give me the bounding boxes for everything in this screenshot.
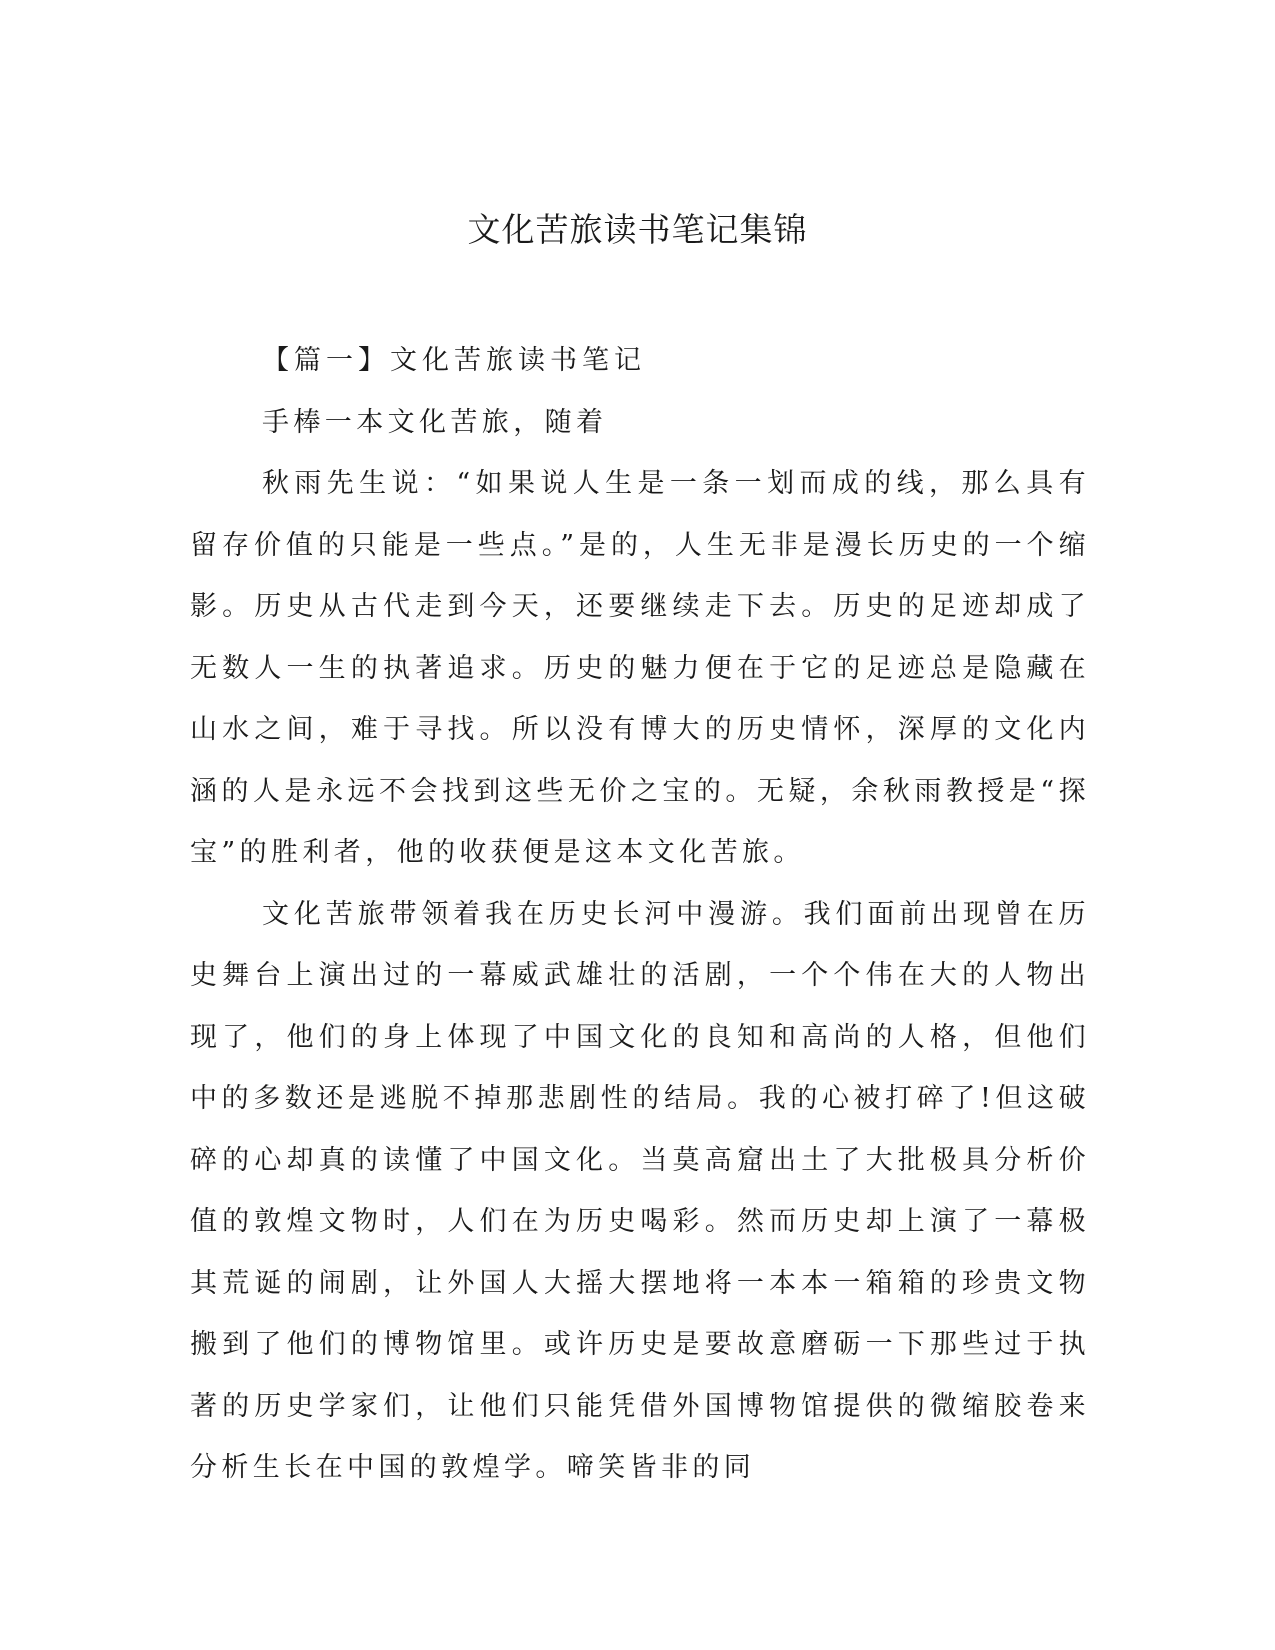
document-body — [190, 330, 1090, 1499]
document-title: 文化苦旅读书笔记集锦 — [467, 210, 808, 249]
paragraph: 秋雨先生说：“如果说人生是一条一划而成的线，那么具有留存价值的只能是一些点。”是的，人生无非是漫长历史的一个缩影。历史从古代走到今天，还要继续走下去。历史的足迹却成了无数人一生的执著追求。历史的魅力便在于它的足迹总是隐藏在山水之间，难于寻找。所以没有博大的历史情怀，深厚的文化内涵的人是永远不会找到这些无价之宝的。无疑，余秋雨教授是“探宝”的胜利者，他的收获便是这本文化苦旅。 — [190, 468, 1090, 868]
paragraph: 手棒一本文化苦旅，随着 — [262, 406, 608, 438]
section-heading: 【篇一】文化苦旅读书笔记 — [262, 345, 646, 376]
paragraph: 文化苦旅带领着我在历史长河中漫游。我们面前出现曾在历史舞台上演出过的一幕威武雄壮的活剧，一个个伟在大的人物出现了，他们的身上体现了中国文化的良知和高尚的人格，但他们中的多数还是逃脱不掉那悲剧性的结局。我的心被打碎了!但这破碎的心却真的读懂了中国文化。当莫高窟出土了大批极具分析价值的敦煌文物时，人们在为历史喝彩。然而历史却上演了一幕极其荒诞的闹剧，让外国人大摇大摆地将一本本一箱箱的珍贵文物搬到了他们的博物馆里。或许历史是要故意磨砺一下那些过于执著的历史学家们，让他们只能凭借外国博物馆提供的微缩胶卷来分析生长在中国的敦煌学。啼笑皆非的同 — [190, 898, 1090, 1483]
